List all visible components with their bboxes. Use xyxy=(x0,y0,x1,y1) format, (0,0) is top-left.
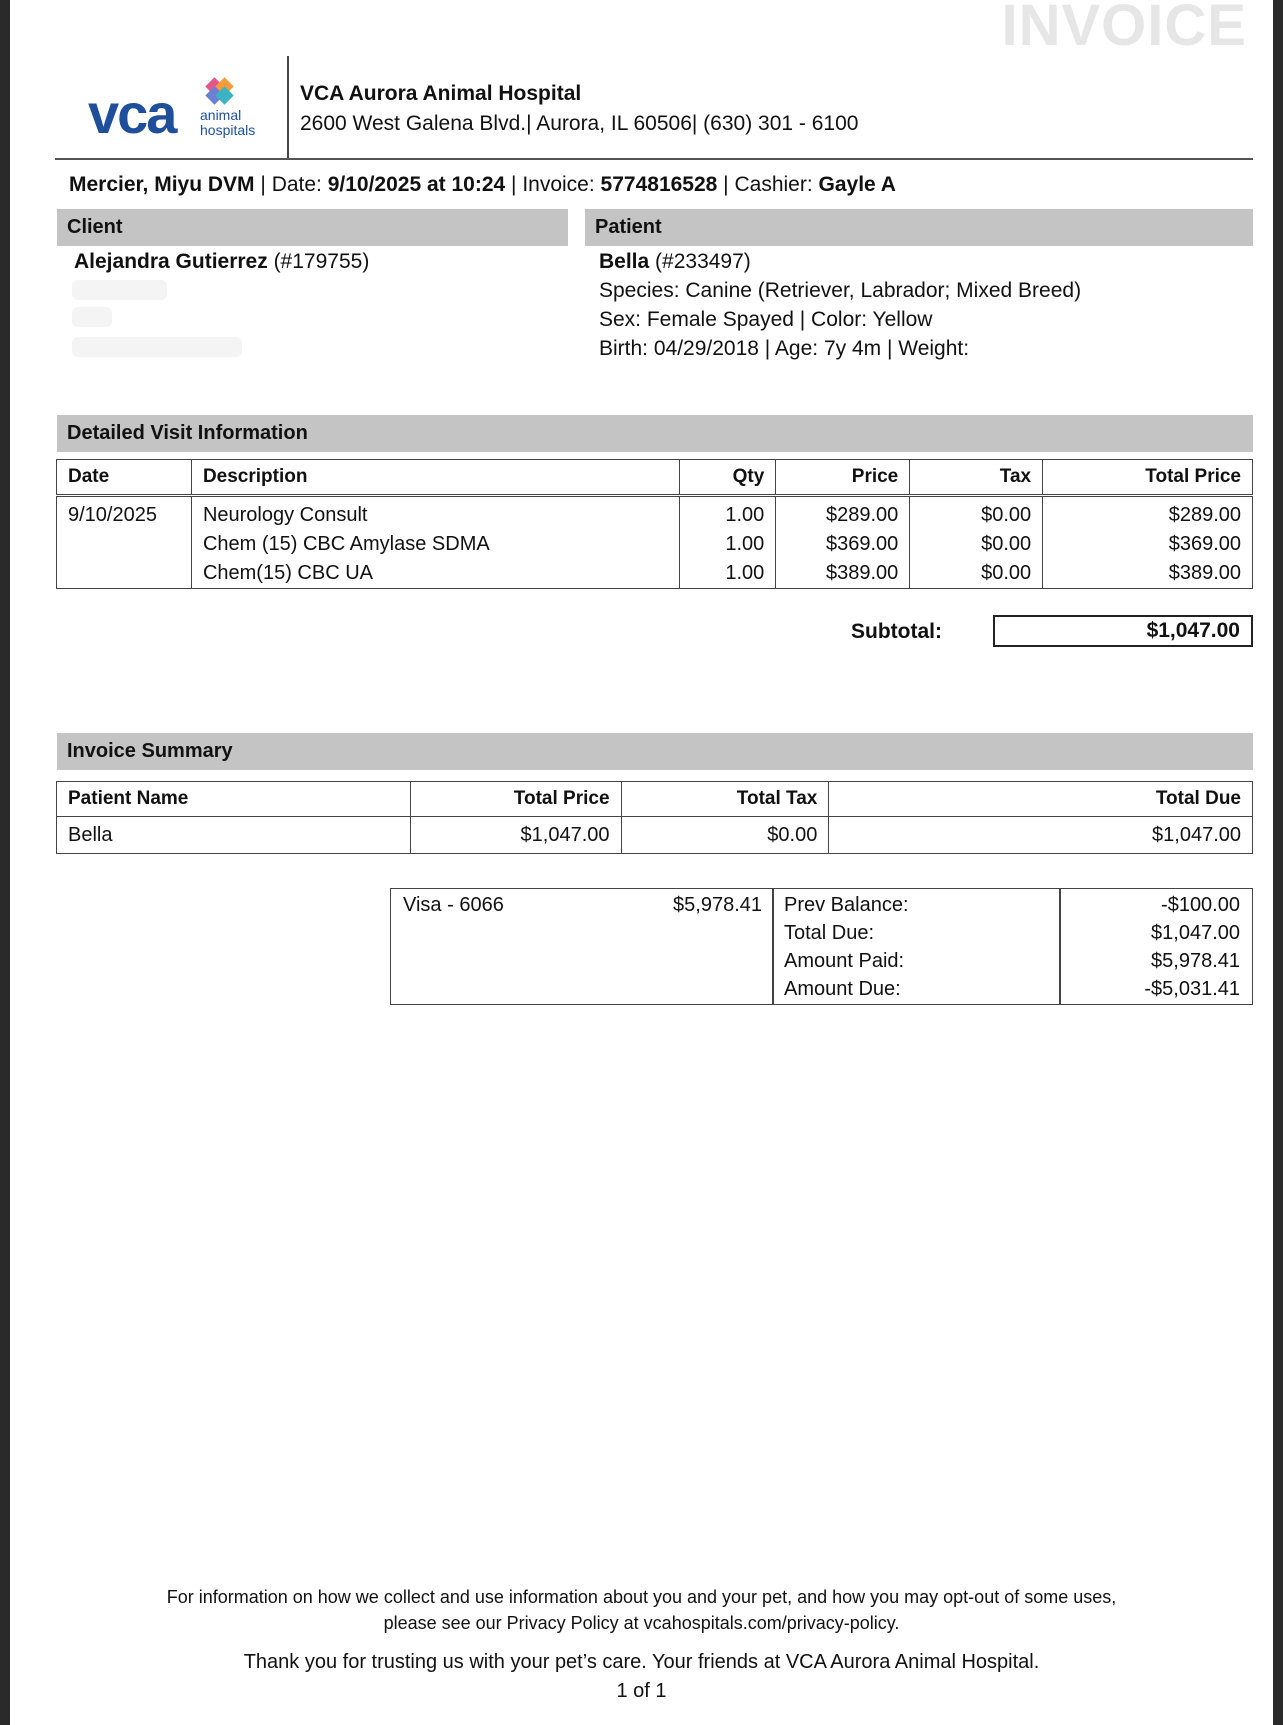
hospital-name: VCA Aurora Animal Hospital xyxy=(300,82,582,105)
summary-total-price: $1,047.00 xyxy=(410,817,621,854)
privacy-notice-line1: For information on how we collect and use information about you and your pet, and how you may opt-out of some uses, xyxy=(166,1587,1117,1607)
payment-divider xyxy=(1059,889,1061,1004)
table-row xyxy=(57,530,1253,559)
invoice-summary-table xyxy=(56,781,1253,854)
vca-logo xyxy=(88,76,268,145)
date-label: Date: xyxy=(271,173,328,196)
col-description: Description xyxy=(191,460,679,496)
summary-table-header xyxy=(57,782,1253,817)
item-price: $289.00 xyxy=(776,496,910,531)
meta-separator: | xyxy=(505,173,523,196)
client-header: Client xyxy=(57,209,568,246)
redacted-address-3 xyxy=(72,337,242,357)
col-price: Price xyxy=(776,460,910,496)
table-row xyxy=(57,817,1253,854)
patient-id: (#233497) xyxy=(649,250,751,273)
col-total-price: Total Price xyxy=(1043,460,1253,496)
header-divider-horizontal xyxy=(55,158,1253,160)
patient-name-line xyxy=(599,250,751,274)
total-due-value: $1,047.00 xyxy=(1151,922,1240,944)
item-qty: 1.00 xyxy=(680,496,776,531)
amount-paid-value: $5,978.41 xyxy=(1151,950,1240,972)
logo-subtitle xyxy=(200,108,255,138)
doctor-name: Mercier, Miyu DVM xyxy=(69,173,255,196)
table-row xyxy=(57,496,1253,531)
col-tax: Tax xyxy=(910,460,1043,496)
col-patient-name: Patient Name xyxy=(57,782,411,817)
item-tax: $0.00 xyxy=(910,496,1043,531)
item-qty: 1.00 xyxy=(680,559,776,589)
col-total-due: Total Due xyxy=(829,782,1253,817)
visit-date: 9/10/2025 xyxy=(57,496,192,531)
item-description: Chem (15) CBC Amylase SDMA xyxy=(191,530,679,559)
patient-header: Patient xyxy=(585,209,1253,246)
meta-separator: | xyxy=(717,173,735,196)
payment-box xyxy=(390,888,1253,1005)
empty-cell xyxy=(57,559,192,589)
item-total: $369.00 xyxy=(1043,530,1253,559)
invoice-watermark: INVOICE xyxy=(1001,0,1247,58)
cashier-name: Gayle A xyxy=(818,173,896,196)
privacy-notice-line2: please see our Privacy Policy at vcahospitals.com/privacy-policy. xyxy=(383,1613,900,1633)
visit-info-header: Detailed Visit Information xyxy=(57,415,1253,452)
hospital-address: 2600 West Galena Blvd.| Aurora, IL 60506| (630) 301 - 6100 xyxy=(300,112,859,135)
page-number: 1 of 1 xyxy=(616,1680,667,1702)
subtotal-label: Subtotal: xyxy=(851,620,942,643)
invoice-summary-header: Invoice Summary xyxy=(57,733,1253,770)
meta-separator: | xyxy=(254,173,272,196)
item-description: Chem(15) CBC UA xyxy=(191,559,679,589)
invoice-label: Invoice: xyxy=(522,173,601,196)
col-summary-total-price: Total Price xyxy=(410,782,621,817)
patient-birth-age-weight: Birth: 04/29/2018 | Age: 7y 4m | Weight: xyxy=(599,337,970,360)
prev-balance-value: -$100.00 xyxy=(1161,894,1240,916)
logo-sub-line1: animal xyxy=(200,107,242,123)
item-price: $389.00 xyxy=(776,559,910,589)
amount-due-value: -$5,031.41 xyxy=(1144,978,1240,1000)
payment-method: Visa - 6066 xyxy=(403,894,504,916)
balance-label: Amount Due: xyxy=(784,978,901,1000)
date-value: 9/10/2025 at 10:24 xyxy=(327,173,506,196)
patient-name: Bella xyxy=(599,250,650,273)
summary-patient: Bella xyxy=(57,817,411,854)
col-date: Date xyxy=(57,460,192,496)
balance-label: Amount Paid: xyxy=(784,950,905,972)
summary-total-tax: $0.00 xyxy=(621,817,829,854)
balance-label: Total Due: xyxy=(784,922,875,944)
thank-you-note: Thank you for trusting us with your pet’s care. Your friends at VCA Aurora Animal Hospital. xyxy=(243,1651,1040,1673)
empty-cell xyxy=(57,530,192,559)
subtotal-value: $1,047.00 xyxy=(993,615,1253,647)
payment-amount: $5,978.41 xyxy=(673,894,762,916)
item-total: $389.00 xyxy=(1043,559,1253,589)
col-total-tax: Total Tax xyxy=(621,782,829,817)
item-tax: $0.00 xyxy=(910,530,1043,559)
header-divider-vertical xyxy=(287,56,289,158)
invoice-number: 5774816528 xyxy=(600,173,718,196)
page-edge-left xyxy=(0,0,10,1725)
col-qty: Qty xyxy=(680,460,776,496)
client-name-line xyxy=(74,250,369,274)
payment-divider xyxy=(772,889,774,1004)
redacted-address-2 xyxy=(72,307,112,327)
balance-label: Prev Balance: xyxy=(784,894,909,916)
patient-species: Species: Canine (Retriever, Labrador; Mixed Breed) xyxy=(599,279,1082,302)
table-row xyxy=(57,559,1253,589)
visit-table-header xyxy=(57,460,1253,496)
item-description: Neurology Consult xyxy=(191,496,679,531)
item-qty: 1.00 xyxy=(680,530,776,559)
page-edge-right xyxy=(1273,0,1283,1725)
visit-table xyxy=(56,459,1253,589)
client-id: (#179755) xyxy=(267,250,370,273)
invoice-meta-line xyxy=(69,173,896,197)
item-total: $289.00 xyxy=(1043,496,1253,531)
item-tax: $0.00 xyxy=(910,559,1043,589)
redacted-address-1 xyxy=(72,280,167,300)
logo-wordmark: vca xyxy=(88,82,176,145)
logo-sub-line2: hospitals xyxy=(200,122,256,138)
summary-total-due: $1,047.00 xyxy=(829,817,1253,854)
client-name: Alejandra Gutierrez xyxy=(74,250,268,273)
cashier-label: Cashier: xyxy=(734,173,819,196)
patient-sex-color: Sex: Female Spayed | Color: Yellow xyxy=(599,308,933,331)
item-price: $369.00 xyxy=(776,530,910,559)
